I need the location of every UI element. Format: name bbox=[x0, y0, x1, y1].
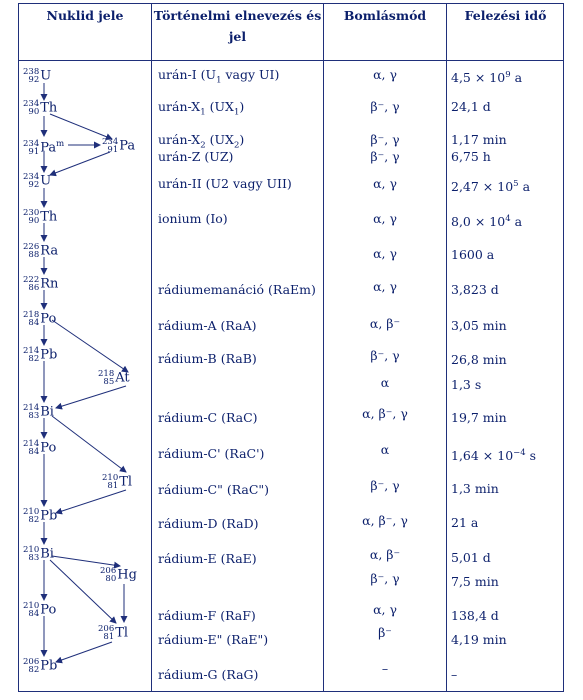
nuclide-u238: 238 92U bbox=[23, 67, 52, 85]
nuclide-at218: 218 85At bbox=[98, 369, 130, 387]
nuclide-ra226: 226 88Ra bbox=[23, 242, 59, 260]
halflife-po214: $1,64 \times 10^{-4}$ s bbox=[451, 448, 537, 464]
name-uz: urán-Z (UZ) bbox=[158, 149, 234, 164]
decay-pa234m: β⁻, γ bbox=[370, 132, 400, 147]
halflife-pa234m: 1,17 min bbox=[451, 132, 507, 147]
header-nuclide: Nuklid jele bbox=[46, 8, 124, 23]
nuclide-po218: 218 84Po bbox=[23, 310, 57, 328]
name-u1: urán-I ($U_1$ vagy UI) bbox=[158, 67, 280, 86]
halflife-pb214: 26,8 min bbox=[451, 352, 507, 367]
nuclide-bi210: 210 83Bi bbox=[23, 545, 54, 563]
name-ux2: urán-$X_2$ $(UX_2)$ bbox=[158, 132, 245, 151]
decay-bi214: α, β⁻, γ bbox=[362, 406, 408, 421]
arrow bbox=[56, 490, 126, 513]
name-rad: rádium-D (RaD) bbox=[158, 516, 259, 531]
name-rae2: rádium-E" (RaE") bbox=[158, 632, 269, 647]
arrow bbox=[52, 416, 126, 472]
nuclide-po210: 210 84Po bbox=[23, 601, 57, 619]
decay-pb214: β⁻, γ bbox=[370, 348, 400, 363]
halflife-pa234: 6,75 h bbox=[451, 149, 491, 164]
halflife-pb210: 21 a bbox=[451, 515, 479, 530]
nuclide-u234: 234 92U bbox=[23, 172, 52, 190]
nuclide-pa234m: 234 91Pa$^m$ bbox=[23, 138, 65, 157]
halflife-po210: 138,4 d bbox=[451, 608, 499, 623]
nuclide-hg206: 206 80Hg bbox=[100, 566, 137, 584]
nuclide-rn222: 222 86Rn bbox=[23, 275, 59, 293]
decay-bi210: α, β⁻ bbox=[369, 547, 401, 562]
halflife-th230: $8,0 \times 10^4$ a bbox=[451, 214, 523, 230]
nuclide-tl210: 210 81Tl bbox=[102, 473, 133, 491]
nuclide-pb210: 210 82Pb bbox=[23, 507, 58, 525]
decay-ra226: α, γ bbox=[373, 246, 397, 261]
arrow bbox=[52, 556, 120, 566]
name-rac1: rádium-C' (RaC') bbox=[158, 446, 265, 461]
name-rab: rádium-B (RaB) bbox=[158, 351, 257, 366]
decay-u238: α, γ bbox=[373, 67, 397, 82]
nuclide-pb214: 214 82Pb bbox=[23, 346, 58, 364]
decay-pa234: β⁻, γ bbox=[370, 149, 400, 164]
decay-u234: α, γ bbox=[373, 176, 397, 191]
header-half-life: Felezési idő bbox=[464, 8, 547, 23]
name-io: ionium (Io) bbox=[158, 211, 228, 226]
halflife-hg206: 7,5 min bbox=[451, 574, 499, 589]
nuclide-pb206: 206 82Pb bbox=[23, 657, 58, 675]
name-u2: urán-II (U2 vagy UII) bbox=[158, 176, 292, 191]
name-raem: rádiumemanáció (RaEm) bbox=[158, 282, 316, 297]
name-ux1: urán-$X_1$ $(UX_1)$ bbox=[158, 99, 245, 118]
halflife-bi214: 19,7 min bbox=[451, 410, 507, 425]
halflife-u238: $4,5 \times 10^9$ a bbox=[451, 70, 523, 86]
nuclide-pa234: 234 91Pa bbox=[102, 137, 136, 155]
nuclide-tl206: 206 81Tl bbox=[98, 624, 129, 642]
halflife-at218: 1,3 s bbox=[451, 377, 482, 392]
decay-tl206: β⁻ bbox=[378, 625, 392, 640]
nuclide-bi214: 214 83Bi bbox=[23, 403, 54, 421]
name-raa: rádium-A (RaA) bbox=[158, 318, 257, 333]
decay-tl210: β⁻, γ bbox=[370, 478, 400, 493]
halflife-u234: $2,47 \times 10^5$ a bbox=[451, 179, 531, 195]
halflife-th234: 24,1 d bbox=[451, 99, 491, 114]
name-rag: rádium-G (RaG) bbox=[158, 667, 259, 682]
arrow bbox=[50, 114, 112, 139]
arrow bbox=[56, 386, 126, 408]
decay-rn222: α, γ bbox=[373, 279, 397, 294]
halflife-pb206: – bbox=[451, 667, 458, 682]
arrow bbox=[52, 320, 128, 372]
halflife-tl206: 4,19 min bbox=[451, 632, 507, 647]
decay-at218: α bbox=[380, 375, 390, 390]
decay-po214: α bbox=[380, 442, 390, 457]
header-historical-name: Történelmi elnevezés és jel bbox=[153, 8, 322, 44]
name-rae: rádium-E (RaE) bbox=[158, 551, 257, 566]
nuclide-th234: 234 90Th bbox=[23, 99, 58, 117]
decay-th234: β⁻, γ bbox=[370, 99, 400, 114]
decay-pb210: α, β⁻, γ bbox=[362, 513, 408, 528]
nuclide-th230: 230 90Th bbox=[23, 208, 58, 226]
decay-hg206: β⁻, γ bbox=[370, 571, 400, 586]
halflife-bi210: 5,01 d bbox=[451, 550, 491, 565]
halflife-po218: 3,05 min bbox=[451, 318, 507, 333]
halflife-ra226: 1600 a bbox=[451, 247, 495, 262]
name-raf: rádium-F (RaF) bbox=[158, 608, 256, 623]
decay-pb206: – bbox=[381, 661, 389, 676]
header-decay-mode: Bomlásmód bbox=[343, 8, 427, 23]
arrow bbox=[50, 560, 116, 623]
halflife-tl210: 1,3 min bbox=[451, 481, 499, 496]
name-rac: rádium-C (RaC) bbox=[158, 410, 258, 425]
decay-th230: α, γ bbox=[373, 211, 397, 226]
arrow bbox=[50, 152, 110, 175]
decay-po210: α, γ bbox=[373, 602, 397, 617]
arrow bbox=[56, 642, 112, 662]
decay-po218: α, β⁻ bbox=[369, 316, 401, 331]
name-rac2: rádium-C" (RaC") bbox=[158, 482, 270, 497]
nuclide-po214: 214 84Po bbox=[23, 439, 57, 457]
halflife-rn222: 3,823 d bbox=[451, 282, 499, 297]
